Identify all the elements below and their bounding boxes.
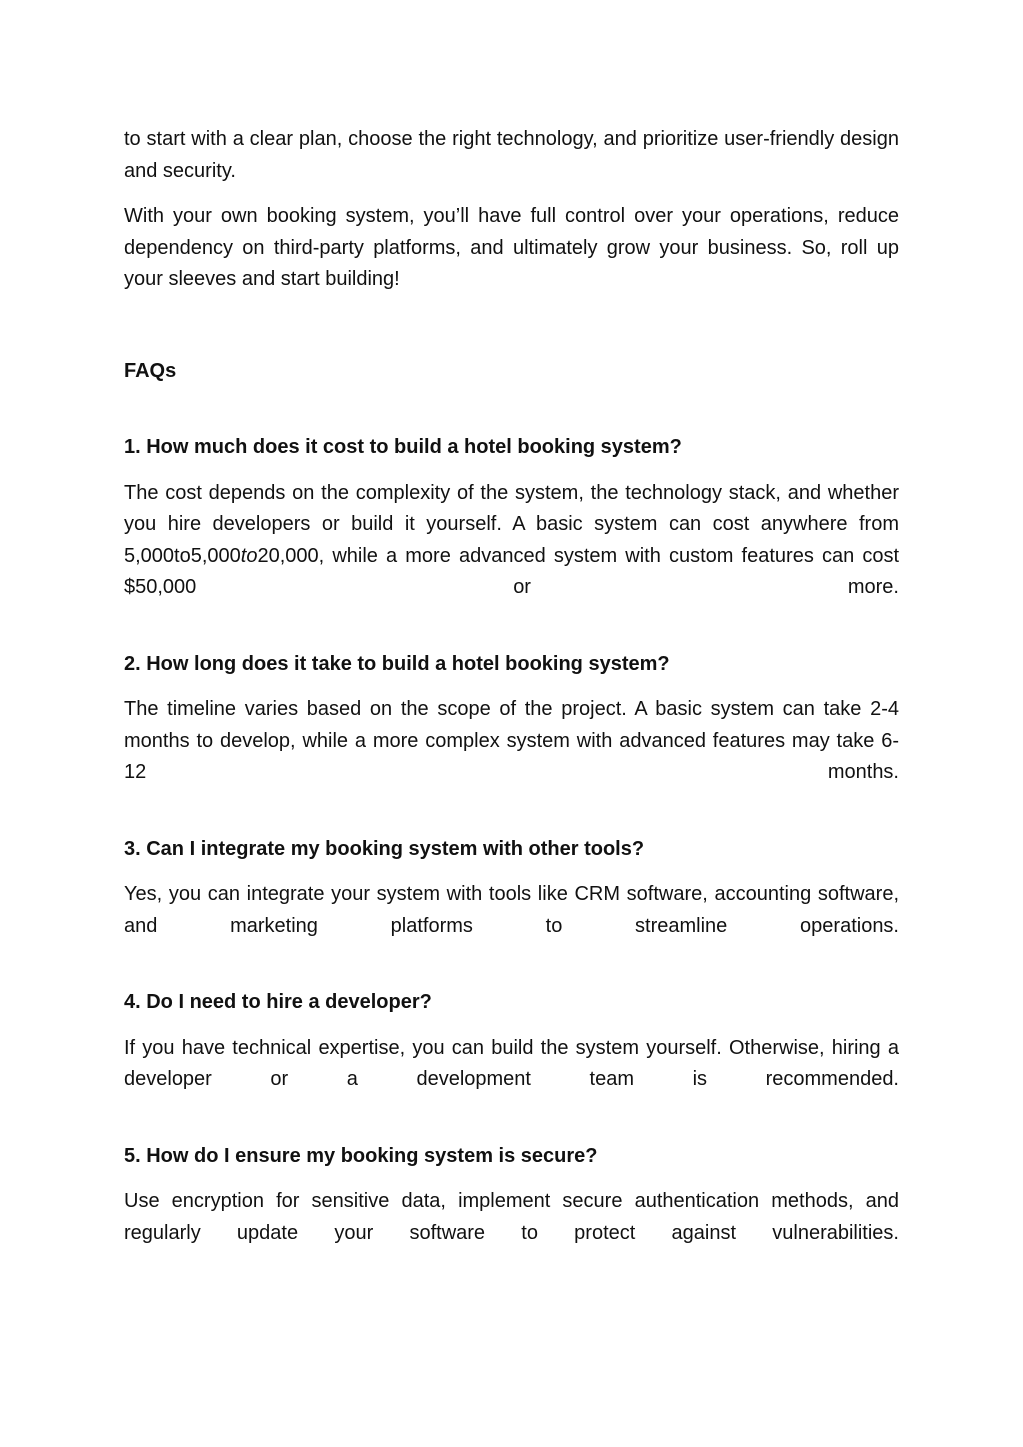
faq-item-5 bbox=[124, 1141, 899, 1250]
faq-answer-5: Use encryption for sensitive data, implement secure authentication methods, and regularly update your software to protect against vulnerabilities. bbox=[124, 1190, 899, 1244]
faq-item-4 bbox=[124, 987, 899, 1096]
faq-answer-1-italic: to bbox=[240, 544, 258, 567]
faq-question-1: 1. How much does it cost to build a hotel booking system? bbox=[124, 436, 682, 458]
faq-question-3: 3. Can I integrate my booking system with other tools? bbox=[124, 837, 645, 860]
intro-paragraph-2: With your own booking system, you’ll have full control over your operations, reduce dependency on third-party platforms, and ultimately grow your business. So, roll up your sleeves and start building! bbox=[124, 205, 899, 290]
faqs-heading: FAQs bbox=[124, 359, 177, 382]
faq-answer-4: If you have technical expertise, you can build the system yourself. Otherwise, hiring a developer or a development team is recommended. bbox=[124, 1036, 899, 1090]
document-page bbox=[124, 124, 899, 1294]
faq-item-3 bbox=[124, 834, 899, 943]
intro-paragraph-1: to start with a clear plan, choose the right technology, and prioritize user-friendly design and security. bbox=[124, 128, 899, 182]
faq-question-2: 2. How long does it take to build a hotel booking system? bbox=[124, 652, 670, 675]
faq-answer-1-part-2: 20,000, while a more advanced system with custom features can cost $50,000 or more. bbox=[124, 544, 899, 598]
faq-answer-3: Yes, you can integrate your system with tools like CRM software, accounting software, and marketing platforms to streamline operations. bbox=[124, 883, 899, 937]
faq-item-2 bbox=[124, 649, 899, 789]
faq-item-1 bbox=[124, 432, 899, 604]
faq-question-5: 5. How do I ensure my booking system is secure? bbox=[124, 1144, 598, 1167]
faq-answer-1-part-1: The cost depends on the complexity of the system, the technology stack, and whether you hire developers or build it yourself. A basic system can cost anywhere from 5,000to5,000 bbox=[124, 481, 899, 567]
faq-question-4: 4. Do I need to hire a developer? bbox=[124, 991, 432, 1013]
faq-answer-1 bbox=[124, 478, 899, 604]
faq-answer-2: The timeline varies based on the scope of the project. A basic system can take 2-4 months to develop, while a more complex system with advanced features may take 6-12 months. bbox=[124, 698, 899, 783]
